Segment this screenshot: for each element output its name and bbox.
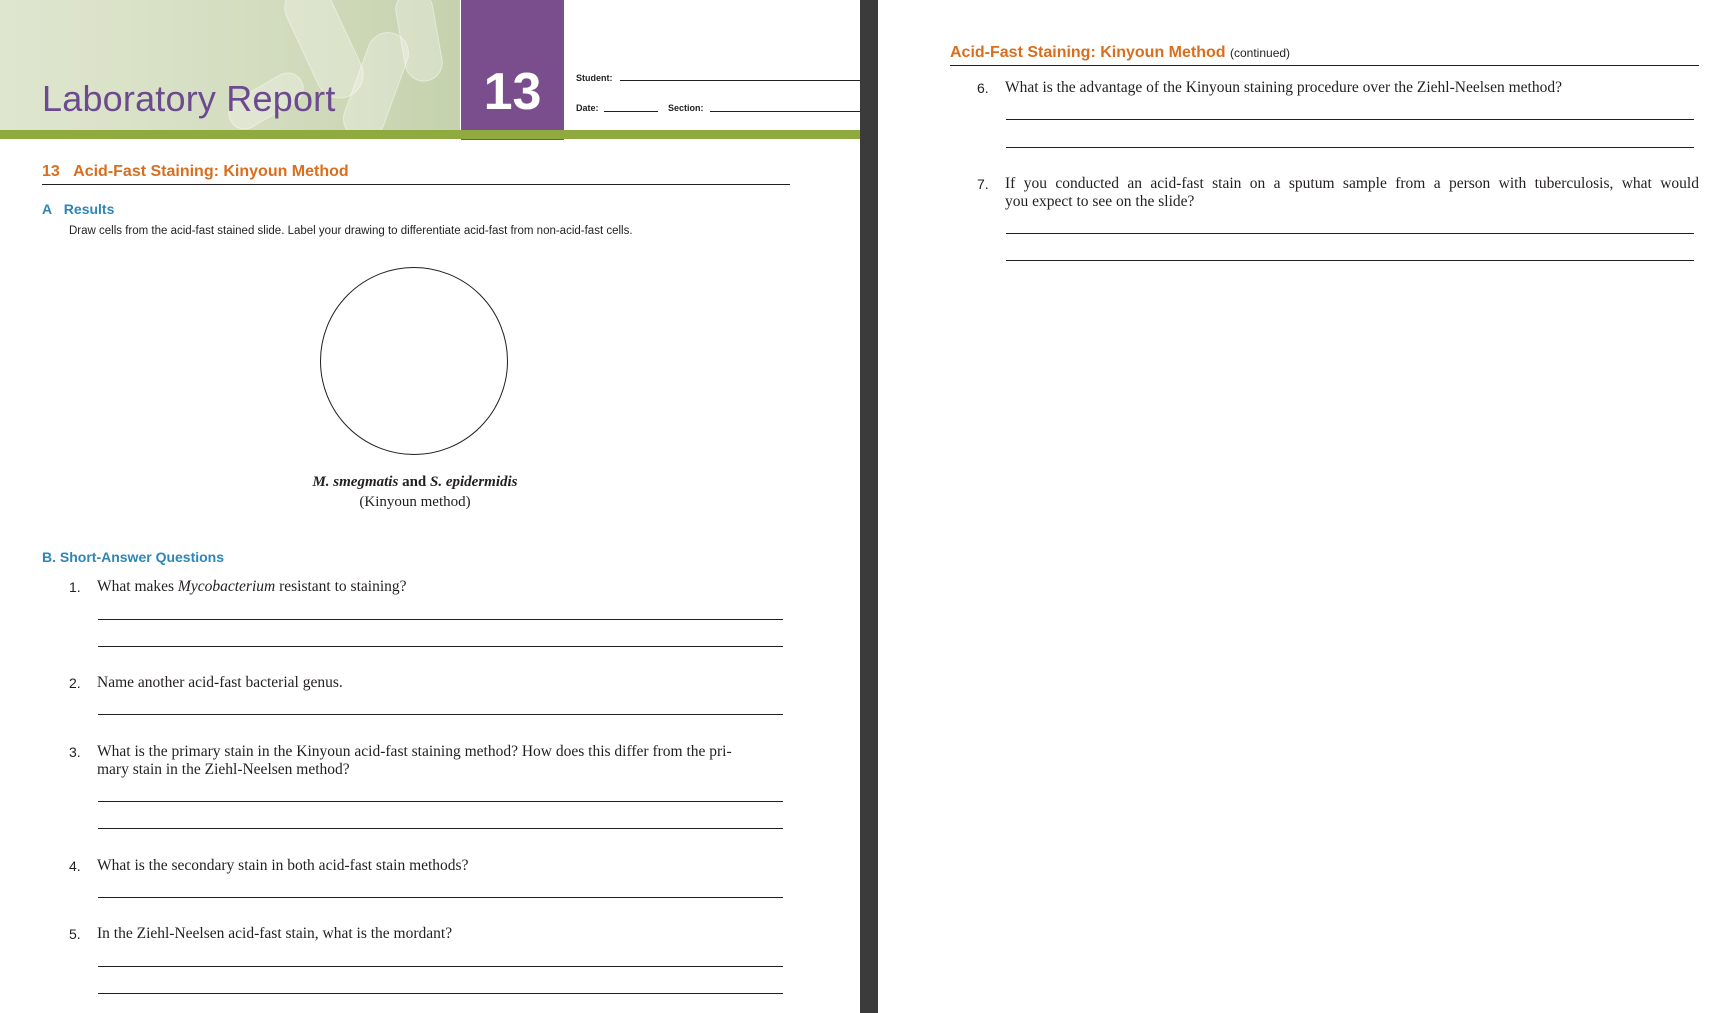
- genus-name: Mycobacterium: [177, 578, 276, 595]
- part-b-heading: B. Short-Answer Questions: [42, 549, 225, 565]
- question-4-number: 4.: [69, 858, 81, 874]
- question-4-text: What is the secondary stain in both acid-fast stain methods?: [97, 857, 469, 874]
- caption-and: and: [402, 474, 427, 490]
- report-title: Laboratory Report: [42, 78, 336, 119]
- student-field[interactable]: [620, 80, 860, 81]
- lab-number: 13: [483, 63, 542, 121]
- answer-line[interactable]: [98, 897, 783, 898]
- part-a-letter: A: [42, 201, 53, 217]
- answer-line[interactable]: [1006, 147, 1694, 148]
- caption-organism-1: M. smegmatis: [312, 474, 399, 490]
- section-title: Acid-Fast Staining: Kinyoun Method: [73, 163, 349, 180]
- answer-line[interactable]: [98, 966, 783, 967]
- question-6-text: What is the advantage of the Kinyoun staining procedure over the Ziehl-Neelsen method?: [1005, 79, 1562, 96]
- report-page-left: [0, 0, 860, 1013]
- header-rule: [0, 130, 860, 139]
- question-1-number: 1.: [69, 579, 81, 595]
- question-5-text: In the Ziehl-Neelsen acid-fast stain, what is the mordant?: [97, 925, 453, 942]
- question-2-text: Name another acid-fast bacterial genus.: [97, 674, 343, 691]
- drawing-circle[interactable]: [320, 267, 508, 455]
- continued-note: (continued): [1230, 46, 1291, 60]
- results-instructions: Draw cells from the acid-fast stained slide. Label your drawing to differentiate acid-fast from non-acid-fast cells.: [69, 225, 633, 237]
- section-rule: [950, 65, 1699, 66]
- header-banner: [0, 0, 460, 133]
- continued-title: Acid-Fast Staining: Kinyoun Method: [950, 44, 1226, 61]
- part-a-heading: [42, 201, 114, 217]
- answer-line[interactable]: [98, 801, 783, 802]
- caption-organism-2: S. epidermidis: [430, 474, 518, 490]
- question-1-text: What makes Mycobacterium resistant to staining?: [97, 578, 407, 595]
- answer-line[interactable]: [98, 993, 783, 994]
- page-gutter: [860, 0, 878, 1013]
- question-5-number: 5.: [69, 926, 81, 942]
- question-3-text: What is the primary stain in the Kinyoun acid-fast staining method? How does this differ from the pri- mary stain in the Ziehl-Neelsen method?: [97, 743, 732, 778]
- answer-line[interactable]: [98, 646, 783, 647]
- question-7-number: 7.: [977, 176, 989, 192]
- drawing-caption: [250, 472, 580, 512]
- date-field[interactable]: [604, 111, 658, 112]
- question-6-number: 6.: [977, 80, 989, 96]
- answer-line[interactable]: [1006, 233, 1694, 234]
- answer-line[interactable]: [98, 714, 783, 715]
- section-rule: [42, 184, 790, 185]
- question-2-number: 2.: [69, 675, 81, 691]
- caption-method: (Kinyoun method): [359, 494, 471, 510]
- answer-line[interactable]: [98, 828, 783, 829]
- section-heading: [42, 163, 349, 181]
- section-field[interactable]: [710, 111, 860, 112]
- report-page-right: [878, 0, 1736, 1013]
- lab-number-box: [461, 0, 564, 140]
- section-label: Section:: [668, 103, 704, 113]
- answer-line[interactable]: [1006, 260, 1694, 261]
- answer-line[interactable]: [98, 619, 783, 620]
- date-label: Date:: [576, 103, 599, 113]
- question-3-number: 3.: [69, 744, 81, 760]
- continued-heading: [950, 44, 1290, 62]
- part-a-title: Results: [63, 201, 115, 217]
- section-number: 13: [42, 163, 60, 180]
- answer-line[interactable]: [1006, 119, 1694, 120]
- question-7-text: If you conducted an acid-fast stain on a sputum sample from a person with tuberculosis, what would you expect to see on the slide?: [1005, 175, 1699, 210]
- student-label: Student:: [576, 73, 613, 83]
